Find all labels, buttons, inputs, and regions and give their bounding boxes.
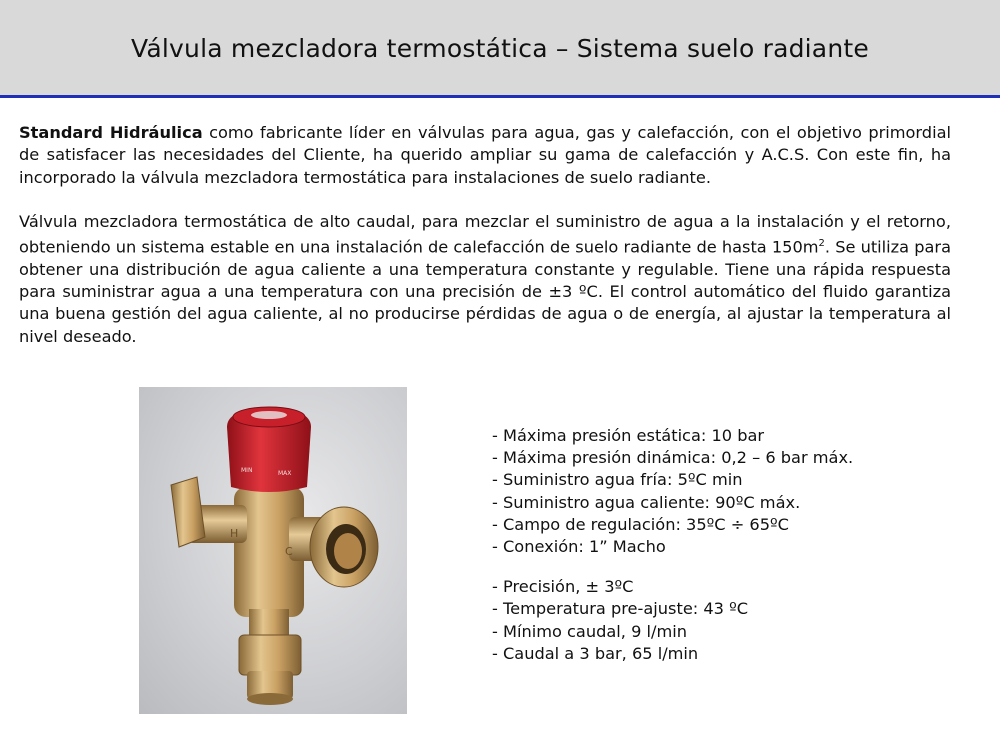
intro-paragraph-2-text-a: Válvula mezcladora termostática de alto caudal, para mezclar el suministro de agua a la instalación y el retorno, obteniendo un sistema estable en una instalación de calefacción de suelo radiante de hasta 150m [19,211,951,257]
spec-group-1 [492,425,853,558]
company-name: Standard Hidráulica [19,123,203,142]
intro-paragraph-1 [19,122,951,189]
product-photo [139,387,407,714]
spec-item: - Máxima presión dinámica: 0,2 – 6 bar máx. [492,448,854,468]
intro-paragraph-1-text: como fabricante líder en válvulas para agua, gas y calefacción, con el objetivo primordial de satisfacer las necesidades del Cliente, ha querido ampliar su gama de calefacción y A.C.S. Con este fin, ha incorporado la válvula mezcladora termostática para instalaciones de suelo radiante. [19,123,951,187]
area-exponent: 2 [818,238,825,250]
knob-label-min: MIN [241,467,253,474]
spec-item: - Suministro agua fría: 5ºC min [492,470,743,490]
header-bar [0,0,1000,98]
spec-item: - Mínimo caudal, 9 l/min [492,621,688,641]
spec-item: - Temperatura pre-ajuste: 43 ºC [492,599,749,619]
spec-list [492,425,853,665]
spec-item: - Conexión: 1” Macho [492,537,666,557]
spec-group-2 [492,576,853,665]
intro-paragraph-2-text-b: . Se utiliza para obtener una distribución de agua caliente a una temperatura constante y regulable. Tiene una rápida respuesta para suministrar agua a una temperatura con una precisión de ±3 ºC. El control automático del fluido garantiza una buena gestión del agua caliente, al no producirse pérdidas de agua o de energía, al ajustar la temperatura al nivel deseado. [19,237,952,346]
spec-item: - Precisión, ± 3ºC [492,577,634,597]
intro-text [19,122,951,348]
knob-label-max: MAX [278,470,292,477]
spec-item: - Caudal a 3 bar, 65 l/min [492,643,699,663]
spec-item: - Campo de regulación: 35ºC ÷ 65ºC [492,514,789,534]
intro-paragraph-2 [19,211,951,348]
port-letter-h: H [230,527,239,540]
spec-item: - Máxima presión estática: 10 bar [492,426,765,445]
port-letter-c: C [285,545,293,558]
spec-item: - Suministro agua caliente: 90ºC máx. [492,492,801,512]
thermostatic-valve-illustration [139,387,407,714]
page-title: Válvula mezcladora termostática – Sistema suelo radiante [131,34,869,63]
